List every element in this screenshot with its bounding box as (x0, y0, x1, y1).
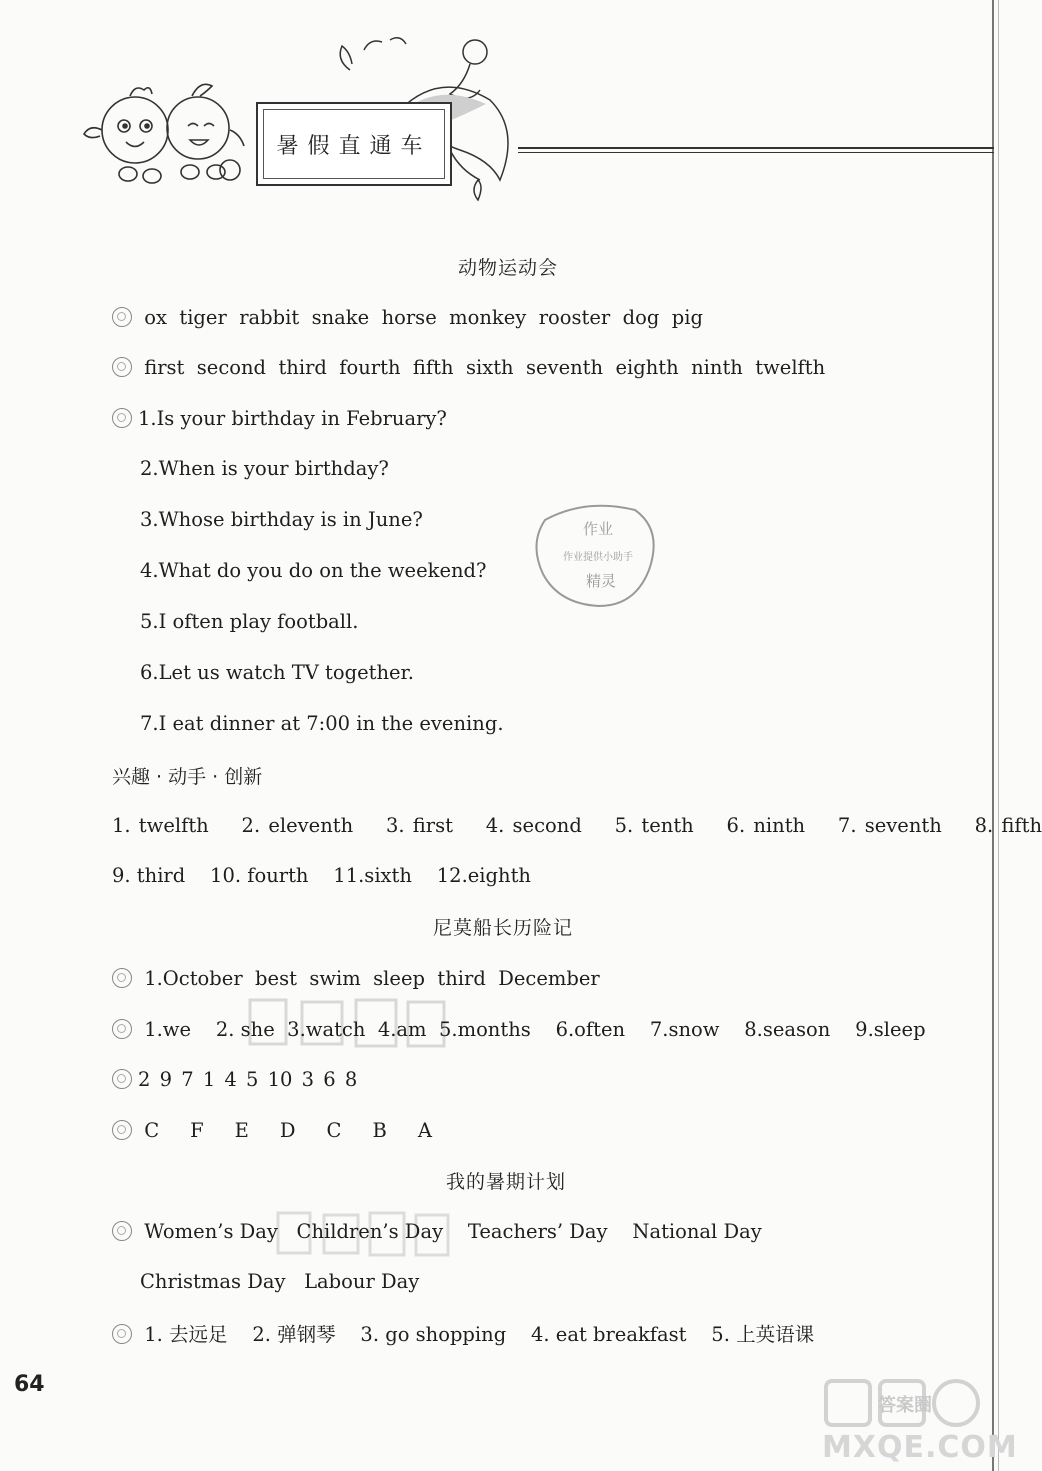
answer-item: 4. second (485, 814, 582, 837)
word: ox (144, 306, 167, 329)
number-sequence: 2 9 7 1 4 5 10 3 6 8 (138, 1068, 358, 1091)
bullet-circle-icon (112, 1069, 132, 1089)
answer-item: 12.eighth (436, 864, 531, 887)
section-title-interest: 兴趣 · 动手 · 创新 (112, 766, 263, 788)
ordinal-answers-row-1 (112, 816, 1042, 836)
banner-title: 暑假直通车 (263, 109, 445, 179)
answer-item: 4.am (377, 1018, 427, 1041)
bullet-circle-icon (112, 1221, 132, 1241)
holiday: Teachers’ Day (467, 1220, 608, 1243)
bullet-circle-icon (112, 307, 132, 327)
answer-item: 9.sleep (855, 1018, 926, 1041)
word: horse (381, 306, 437, 329)
word: fifth (412, 356, 454, 379)
logo-text: 答案圈 (878, 1395, 932, 1416)
bullet-circle-icon (112, 1019, 132, 1039)
section-title-captain-nemo: 尼莫船长历险记 (433, 917, 574, 939)
word: monkey (449, 306, 527, 329)
holiday: Children’s Day (296, 1220, 444, 1243)
stamp-middle-text: 作业提供小助手 (563, 552, 633, 563)
answer-item: 5.months (438, 1018, 531, 1041)
mascot-illustration (80, 60, 260, 190)
answer-item: 11.sixth (333, 864, 412, 887)
section-title-summer-plan: 我的暑期计划 (446, 1171, 567, 1193)
answer-item: 6.often (555, 1018, 626, 1041)
homework-stamp (533, 500, 663, 610)
answer-item: 10. fourth (210, 864, 309, 887)
bullet-circle-icon (112, 968, 132, 988)
answer-item: 8.season (744, 1018, 831, 1041)
word: best (255, 967, 297, 990)
watermark-url: MXQE.COM (822, 1430, 1018, 1465)
word: dog (622, 306, 660, 329)
answer-line-holidays-1 (112, 1221, 762, 1242)
holiday: Labour Day (304, 1270, 420, 1293)
answer-item: 8. fifth (974, 814, 1042, 837)
header-rule-thin (518, 152, 994, 153)
answer-line-holidays-2 (140, 1272, 419, 1292)
section-title-animal-games: 动物运动会 (458, 257, 559, 279)
letter: B (372, 1119, 387, 1142)
sentence-4: 4.What do you do on the weekend? (140, 559, 487, 582)
word: fourth (339, 356, 401, 379)
bullet-circle-icon (112, 1324, 132, 1344)
answer-item: 3.watch (287, 1018, 366, 1041)
bullet-circle-icon (112, 408, 132, 428)
activity: 1. 去远足 (144, 1323, 228, 1346)
answer-line-letters (112, 1120, 432, 1141)
answer-item: 7.snow (649, 1018, 720, 1041)
answer-line-months (112, 968, 600, 989)
word: eighth (615, 356, 679, 379)
word: rabbit (239, 306, 300, 329)
answer-line-activities (112, 1324, 814, 1345)
word: 1.October (144, 967, 243, 990)
letter: D (279, 1119, 296, 1142)
holiday: Christmas Day (140, 1270, 286, 1293)
sentence-7: 7.I eat dinner at 7:00 in the evening. (140, 712, 504, 735)
page-number: 64 (14, 1372, 45, 1397)
activity: 5. 上英语课 (711, 1323, 815, 1346)
word: third (278, 356, 327, 379)
answer-item: 3. first (385, 814, 453, 837)
header-rule (518, 147, 994, 149)
word: rooster (538, 306, 611, 329)
letter: C (144, 1119, 160, 1142)
word: second (196, 356, 267, 379)
word: third (437, 967, 486, 990)
activity: 2. 弹钢琴 (252, 1323, 336, 1346)
stamp-top-text: 作业 (582, 520, 614, 538)
sentence-6: 6.Let us watch TV together. (140, 661, 414, 684)
answer-item: 1.we (144, 1018, 192, 1041)
answer-line-ordinals (112, 357, 825, 378)
answer-item: 6. ninth (726, 814, 806, 837)
letter: A (417, 1119, 432, 1142)
holiday: Women’s Day (144, 1220, 278, 1243)
word: sleep (373, 967, 425, 990)
answer-item: 2. eleventh (241, 814, 354, 837)
answer-line-animals (112, 307, 703, 328)
word: tiger (179, 306, 227, 329)
answer-item: 2. she (215, 1018, 275, 1041)
sentence-text: 1.Is your birthday in February? (138, 407, 447, 430)
word: swim (309, 967, 361, 990)
site-logo-watermark (820, 1375, 990, 1435)
word: pig (671, 306, 703, 329)
letter: C (326, 1119, 342, 1142)
page-edge (992, 0, 994, 1471)
word: sixth (465, 356, 514, 379)
letter: E (234, 1119, 249, 1142)
sentence-3: 3.Whose birthday is in June? (140, 508, 423, 531)
sentence-5: 5.I often play football. (140, 610, 359, 633)
answer-line-fill-in (112, 1019, 926, 1040)
stamp-bottom-text: 精灵 (585, 572, 617, 590)
page-edge-shadow (998, 0, 999, 1471)
word: ninth (691, 356, 743, 379)
sentence-2: 2.When is your birthday? (140, 457, 389, 480)
word: first (144, 356, 185, 379)
word: seventh (526, 356, 604, 379)
holiday: National Day (632, 1220, 762, 1243)
answer-item: 7. seventh (837, 814, 942, 837)
activity: 3. go shopping (360, 1323, 507, 1346)
answer-item: 5. tenth (614, 814, 694, 837)
word: December (498, 967, 600, 990)
activity: 4. eat breakfast (531, 1323, 687, 1346)
letter: F (190, 1119, 204, 1142)
answer-item: 1. twelfth (112, 814, 209, 837)
bullet-circle-icon (112, 1120, 132, 1140)
word: twelfth (755, 356, 826, 379)
bullet-circle-icon (112, 357, 132, 377)
word: snake (311, 306, 370, 329)
banner-title-box (256, 102, 452, 186)
answer-item: 9. third (112, 864, 186, 887)
answer-line-numbers (112, 1069, 357, 1090)
sentence-1 (112, 408, 447, 429)
ordinal-answers-row-2 (112, 866, 531, 886)
